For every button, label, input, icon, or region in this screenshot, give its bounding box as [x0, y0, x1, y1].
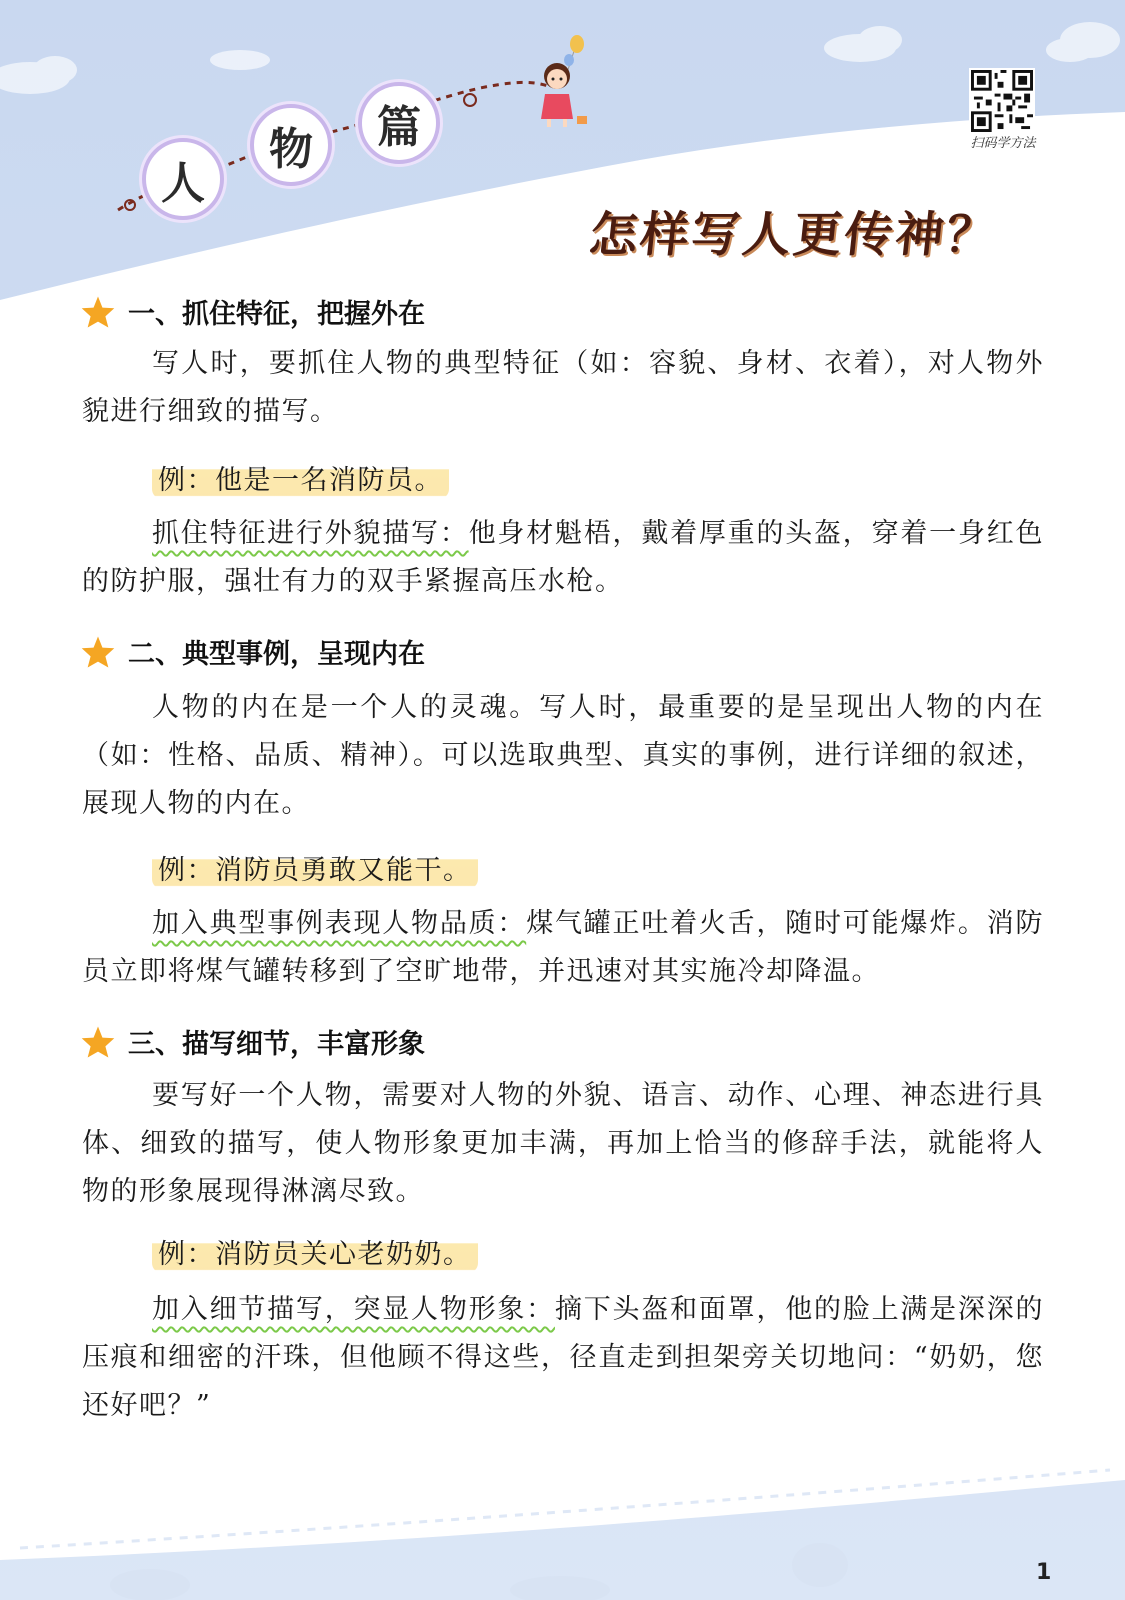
- section-heading-text: 二、典型事例，呈现内在: [128, 639, 425, 670]
- section-3-intro: 要写好一个人物，需要对人物的外貌、语言、动作、心理、神态进行具体、细致的描写，使人物形象更加丰满，再加上恰当的修辞手法，就能将人物的形象展现得淋漓尽致。: [82, 1080, 1044, 1207]
- qr-label: 扫码学方法: [970, 136, 1036, 151]
- method-text: 煤气罐正吐着火舌，随时可能爆炸。消防员立即将煤气罐转移到了空旷地带，并迅速对其实施冷却降温。: [82, 908, 1045, 987]
- method-label: 加入典型事例表现人物品质：: [152, 908, 527, 939]
- page-number: 1: [1036, 1560, 1052, 1585]
- star-icon: [80, 1025, 116, 1059]
- section-2-heading: [80, 632, 425, 671]
- section-1-intro: 写人时，要抓住人物的典型特征（如：容貌、身材、衣着），对人物外貌进行细致的描写。: [82, 348, 1044, 427]
- section-1-heading: [80, 292, 425, 331]
- page-title: 怎样写人更传神？: [586, 207, 1001, 263]
- method-label: 加入细节描写，突显人物形象：: [152, 1294, 555, 1325]
- section-3-heading: [80, 1022, 425, 1061]
- badge-char-1: 人: [142, 138, 224, 220]
- section-heading-text: 一、抓住特征，把握外在: [128, 299, 425, 330]
- section-2-example: 例：消防员勇敢又能干。: [152, 846, 478, 889]
- section-3-example: 例：消防员关心老奶奶。: [152, 1230, 478, 1273]
- section-2-method: [82, 900, 1044, 996]
- star-icon: [80, 295, 116, 329]
- qr-code[interactable]: [969, 68, 1035, 134]
- section-heading-text: 三、描写细节，丰富形象: [128, 1029, 425, 1060]
- section-1-method: [82, 510, 1044, 606]
- girl-illustration: [535, 34, 605, 134]
- method-text: 他身材魁梧，戴着厚重的头盔，穿着一身红色的防护服，强壮有力的双手紧握高压水枪。: [82, 518, 1045, 597]
- section-2-intro: 人物的内在是一个人的灵魂。写人时，最重要的是呈现出人物的内在（如：性格、品质、精神）。可以选取典型、真实的事例，进行详细的叙述，展现人物的内在。: [82, 692, 1044, 819]
- method-label: 抓住特征进行外貌描写：: [152, 518, 469, 549]
- star-icon: [80, 635, 116, 669]
- method-text: 摘下头盔和面罩，他的脸上满是深深的压痕和细密的汗珠，但他顾不得这些，径直走到担架旁关切地问：“奶奶，您还好吧？”: [82, 1294, 1045, 1421]
- section-1-example: 例：他是一名消防员。: [152, 456, 449, 499]
- badge-char-3: 篇: [358, 82, 440, 164]
- section-3-method: [82, 1286, 1044, 1430]
- badge-char-2: 物: [250, 104, 332, 186]
